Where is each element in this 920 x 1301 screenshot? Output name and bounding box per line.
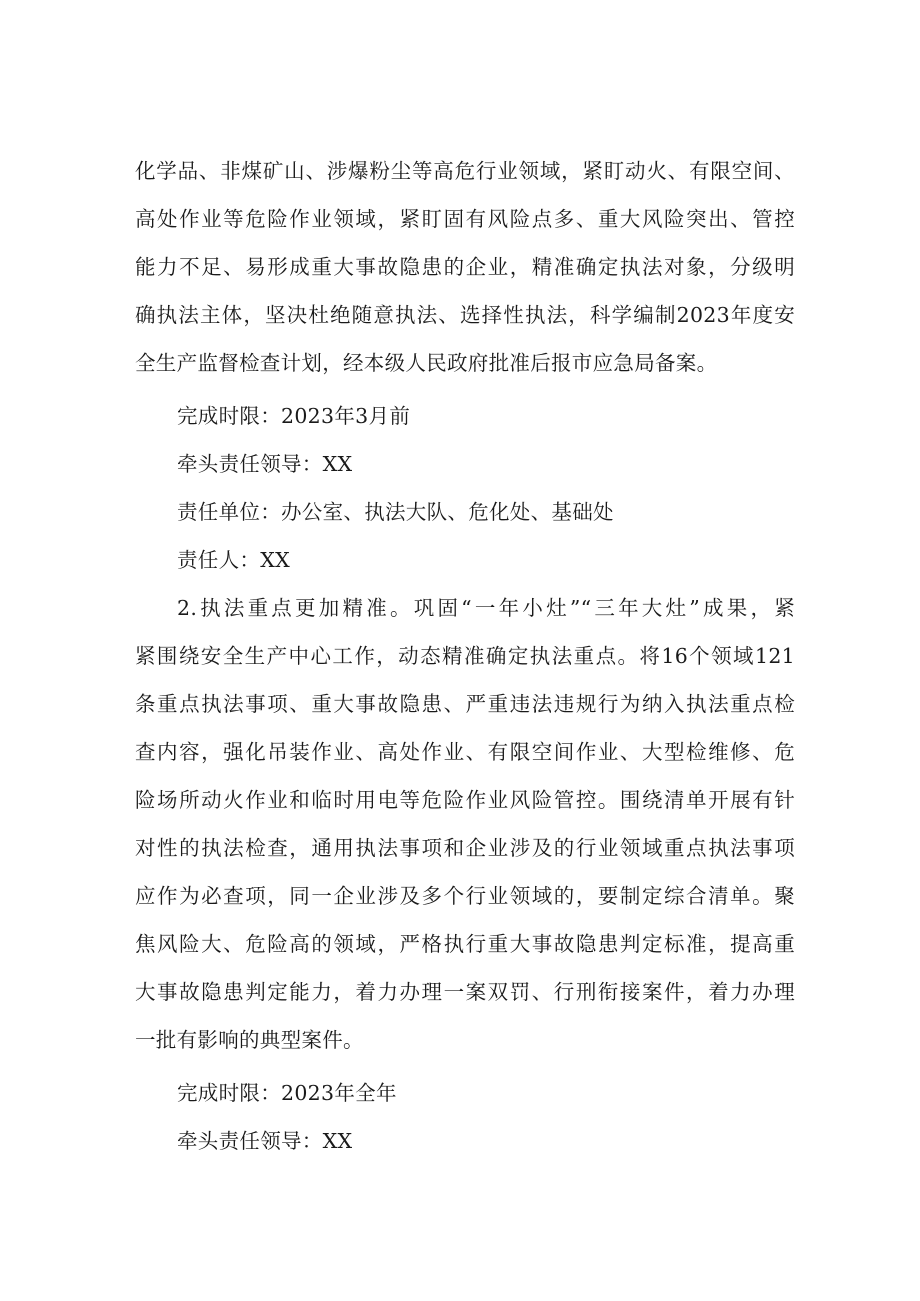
responsible-units-line: 责任单位：办公室、执法大队、危化处、基础处 xyxy=(177,500,614,524)
paragraph-line: 大事故隐患判定能力，着力办理一案双罚、行刑衔接案件，着力办理 xyxy=(135,980,795,1004)
paragraph-line: 险场所动火作业和临时用电等危险作业风险管控。围绕清单开展有针 xyxy=(135,788,795,812)
paragraph-line: 焦风险大、危险高的领域，严格执行重大事故隐患判定标准，提高重 xyxy=(135,932,795,956)
paragraph-line: 高处作业等危险作业领域，紧盯固有风险点多、重大风险突出、管控 xyxy=(135,207,795,231)
document-body xyxy=(135,147,795,1165)
deadline-line: 完成时限：2023年全年 xyxy=(177,1081,397,1105)
paragraph-line: 条重点执法事项、重大事故隐患、严重违法违规行为纳入执法重点检 xyxy=(135,692,795,716)
paragraph-hazard-sectors xyxy=(135,147,795,387)
deadline-line: 完成时限：2023年3月前 xyxy=(177,404,411,428)
paragraph-line: 应作为必查项，同一企业涉及多个行业领域的，要制定综合清单。聚 xyxy=(135,884,795,908)
lead-leader-line: 牵头责任领导：XX xyxy=(177,452,353,476)
lead-leader-line: 牵头责任领导：XX xyxy=(177,1129,353,1153)
paragraph-enforcement-focus xyxy=(135,584,795,1064)
paragraph-line: 2.执法重点更加精准。巩固“一年小灶”“三年大灶”成果，紧 xyxy=(177,596,795,620)
responsible-person-line: 责任人：XX xyxy=(177,548,290,572)
paragraph-line: 紧围绕安全生产中心工作，动态精准确定执法重点。将16个领域121 xyxy=(135,644,795,668)
paragraph-line: 化学品、非煤矿山、涉爆粉尘等高危行业领域，紧盯动火、有限空间、 xyxy=(135,159,795,183)
responsibility-block-1 xyxy=(135,392,795,584)
paragraph-line: 能力不足、易形成重大事故隐患的企业，精准确定执法对象，分级明 xyxy=(135,255,795,279)
paragraph-line: 一批有影响的典型案件。 xyxy=(135,1028,364,1052)
responsibility-block-2 xyxy=(135,1069,795,1165)
paragraph-line: 对性的执法检查，通用执法事项和企业涉及的行业领域重点执法事项 xyxy=(135,836,795,860)
paragraph-line: 确执法主体，坚决杜绝随意执法、选择性执法，科学编制2023年度安 xyxy=(135,303,795,327)
paragraph-line: 全生产监督检查计划，经本级人民政府批准后报市应急局备案。 xyxy=(135,351,718,375)
paragraph-line: 查内容，强化吊装作业、高处作业、有限空间作业、大型检维修、危 xyxy=(135,740,795,764)
